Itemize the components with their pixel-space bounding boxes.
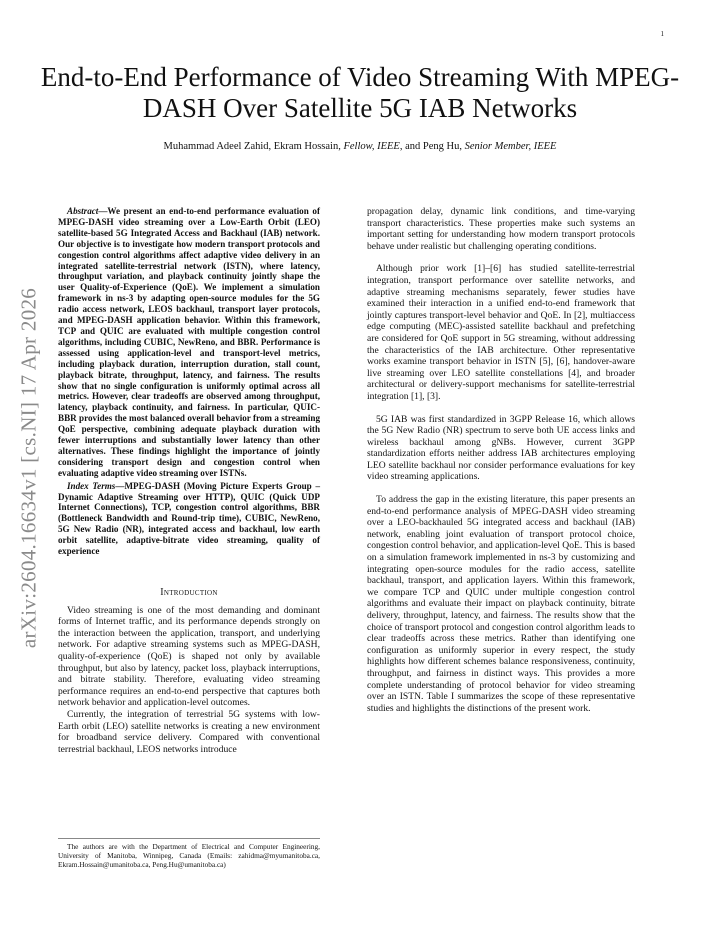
intro-paragraph: Currently, the integration of terrestrial 5G systems with low-Earth orbit (LEO) satellite networks is creating a new environment for broadband service delivery. Compared with conventional terrestrial backhaul, LEOS networks introduce: [58, 708, 320, 755]
footnote: [58, 838, 320, 869]
intro-paragraph: Video streaming is one of the most demanding and dominant forms of Internet traffic, and its performance depends strongly on the interaction between the application, transport, and underlying network. For adaptive streaming systems such as MPEG-DASH, quality-of-experience (QoE) is shaped not only by available throughput, but also by latency, packet loss, playback interruptions, and bitrate stability. Therefore, evaluating video streaming performance requires an end-to-end perspective that captures both network behavior and application-level outcomes.: [58, 604, 320, 709]
left-column: [58, 206, 320, 755]
right-column: [367, 206, 635, 714]
index-terms: [58, 481, 320, 557]
author-fellow: Fellow, IEEE: [343, 141, 400, 152]
body-paragraph: propagation delay, dynamic link conditions, and time-varying transport characteristics. These properties make such systems an important setting for understanding how modern transport protocols behave under realistic but challenging operating conditions.: [367, 206, 635, 252]
abstract-text: —We present an end-to-end performance evaluation of MPEG-DASH video streaming over a Low-Earth Orbit (LEO) satellite-based 5G Integrated Access and Backhaul (IAB) network. Our objective is to investigate how modern transport protocols and congestion control algorithms affect adaptive video delivery in an integrated satellite-terrestrial network (ISTN), where latency, throughput variation, and playback continuity jointly shape the user Quality-of-Experience (QoE). We implement a simulation framework in ns-3 by adapting open-source modules for the 5G radio access network, LEOS backhaul, transport layer protocols, and MPEG-DASH application behavior. Within this framework, TCP and QUIC are evaluated with multiple congestion control algorithms, including CUBIC, NewReno, and BBR. Performance is assessed using application-level and transport-level metrics, including playback duration, interruption duration, stall count, playback bitrate, throughput, latency, and fairness. The results show that no single configuration is uniformly optimal across all metrics. However, clear tradeoffs are observed among throughput, latency, playback continuity, and fairness. In particular, QUIC-BBR provides the most balanced overall behavior from a streaming QoE perspective, combining adequate playback duration with fewer interruptions and substantially lower latency than other alternatives. These findings highlight the importance of jointly considering transport design and congestion control when evaluating adaptive video streaming over ISTNs.: [58, 206, 320, 478]
author-line: [40, 141, 680, 152]
arxiv-id: arXiv:2604.16634v1 [cs.NI] 17 Apr 2026: [16, 287, 41, 649]
body-paragraph: 5G IAB was first standardized in 3GPP Release 16, which allows the 5G New Radio (NR) spectrum to serve both UE access links and wireless backhaul among gNBs. However, current 3GPP standardization efforts neither address IAB architectures employing LEO satellite backhaul nor consider performance evaluations for key video streaming applications.: [367, 413, 635, 483]
authors-prefix: Muhammad Adeel Zahid, Ekram Hossain,: [163, 141, 344, 152]
abstract-lead: Abstract: [67, 206, 99, 216]
abstract: [58, 206, 320, 479]
index-terms-lead: Index Terms: [67, 480, 116, 491]
index-terms-text: —MPEG-DASH (Moving Picture Experts Group – Dynamic Adaptive Streaming over HTTP), QUIC (Quick UDP Internet Connections), TCP, congestion control algorithms, BBR (Bottleneck Bandwidth and Round-trip time), CUBIC, NewReno, 5G New Radio (NR), integrated access and backhaul, low earth orbit satellite, adaptive-bitrate video streaming, quality of experience: [58, 480, 320, 557]
page-number: 1: [660, 30, 664, 38]
authors-middle: , and Peng Hu,: [399, 141, 465, 152]
author-senior: Senior Member, IEEE: [464, 141, 557, 152]
paper-title: End-to-End Performance of Video Streaming With MPEG-DASH Over Satellite 5G IAB Networks: [40, 62, 680, 123]
section-heading: Introduction: [160, 587, 218, 598]
body-paragraph: Although prior work [1]–[6] has studied satellite-terrestrial integration, transport performance over satellite networks, and adaptive streaming mechanisms separately, fewer studies have examined their interaction in a unified end-to-end framework that jointly captures transport-level behavior and QoE. In [2], multiaccess edge computing (MEC)-assisted satellite backhaul and prefetching are considered for QoE support in 5G streaming, without addressing the characteristics of the IAB architecture. Other representative works examine transport behavior in ISTN [5], [6], handover-aware live streaming over LEO satellite constellations [4], and broader architectural or delivery-support mechanisms for satellite-terrestrial integration [1], [3].: [367, 263, 635, 402]
arxiv-watermark: [10, 258, 48, 678]
footnote-text: The authors are with the Department of Electrical and Computer Engineering, University of Manitoba, Winnipeg, Canada (Emails: zahidma@myumanitoba.ca, Ekram.Hossain@umanitoba.ca, Peng.Hu@umanitoba.ca): [58, 842, 320, 869]
body-paragraph: To address the gap in the existing literature, this paper presents an end-to-end performance analysis of MPEG-DASH video streaming over a LEO-backhauled 5G integrated access and backhaul (IAB) network, enabling joint evaluation of transport protocol choice, congestion control behavior, and application-level QoE. This is based on a simulation framework implemented in ns-3 by customizing and integrating open-source modules for the radio access, satellite backhaul, transport, and application layers. Within this framework, we compare TCP and QUIC under multiple congestion control algorithms and evaluate their impact on playback continuity, bitrate delivery, throughput, latency, and fairness. The results show that the choice of transport protocol and congestion control algorithm leads to clear tradeoffs across these metrics. Rather than identifying one configuration as uniformly superior in every respect, the study highlights how different schemes balance responsiveness, continuity, throughput, and fairness in distinct ways. This provides a more complete understanding of protocol behavior for video streaming over an ISTN. Table I summarizes the scope of these representative studies and highlights the distinctions of the present work.: [367, 494, 635, 714]
